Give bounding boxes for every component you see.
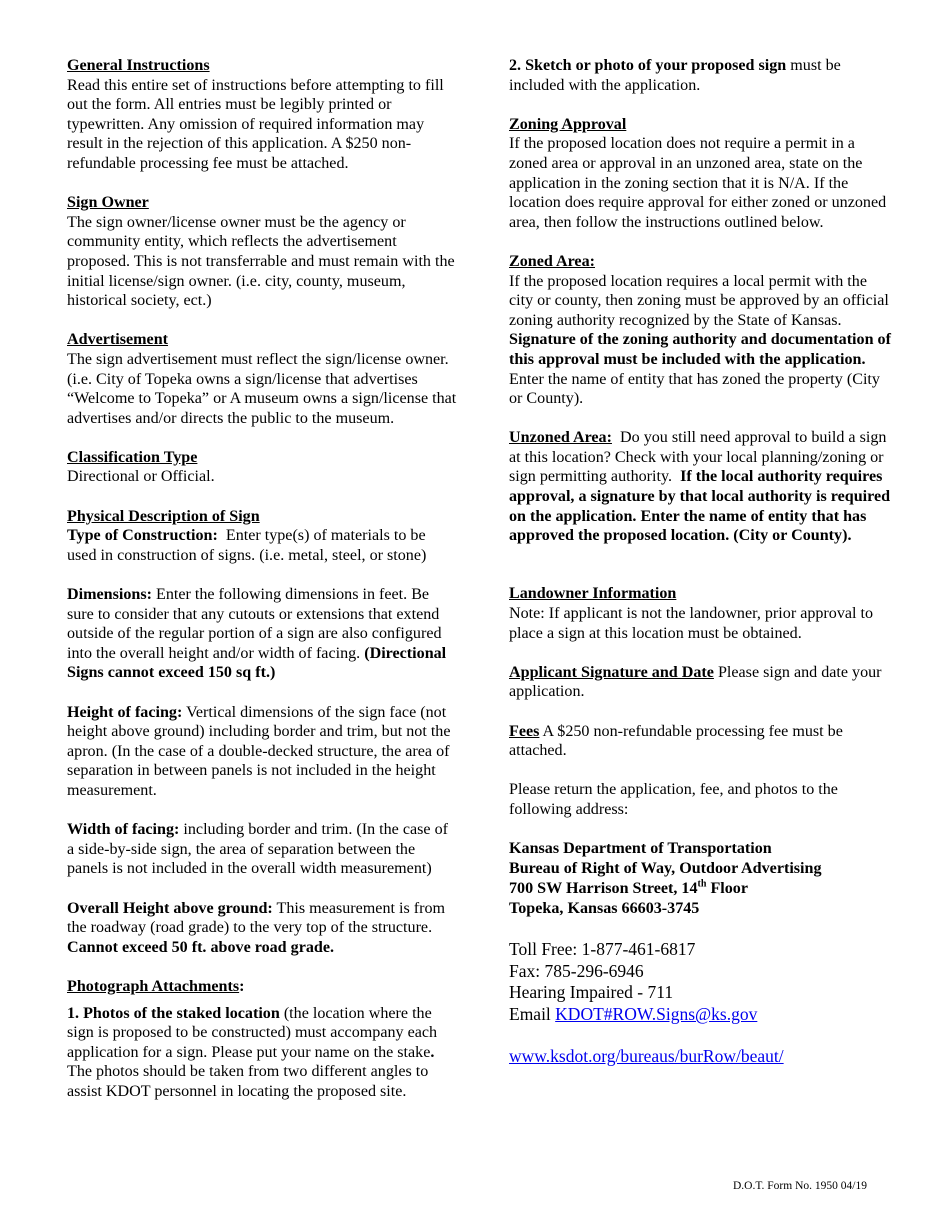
zoned-area-heading: Zoned Area: <box>509 252 595 270</box>
advertisement-text: The sign advertisement must reflect the sign/license owner. (i.e. City of Topeka owns a sign/license that advertises “Welcome to Topeka” or A museum owns a sign/license that advertises and/or directs the public to the museum. <box>67 350 457 427</box>
overall-height-label: Overall Height above ground: <box>67 899 273 917</box>
overall-height-text: This measurement is from the roadway (road grade) to the very top of the structure. <box>67 899 446 937</box>
right-column <box>509 56 895 1087</box>
photos-item1-text: (the location where the sign is proposed to be constructed) must accompany each application for a sign. Please put your name on the stake <box>67 1004 438 1061</box>
construction-text: Enter type(s) of materials to be used in construction of signs. (i.e. metal, steel, or stone) <box>67 527 427 564</box>
photos-item1-text2: The photos should be taken from two different angles to assist KDOT personnel in locating the proposed site. <box>67 1063 429 1100</box>
general-instructions-text: Read this entire set of instructions before attempting to fill out the form. All entries must be legibly printed or typewritten. Any omission of required information may result in the rejection of this application. A $250 non-refundable processing fee must be attached. <box>67 76 444 172</box>
return-instructions <box>509 780 895 819</box>
email-label: Email <box>509 1004 551 1025</box>
dimensions-section <box>67 585 459 683</box>
address-line-3-floor: Floor <box>710 880 748 898</box>
sign-owner-section <box>67 193 459 311</box>
form-number-footer: D.O.T. Form No. 1950 04/19 <box>733 1180 867 1192</box>
classification-heading: Classification Type <box>67 448 198 466</box>
zoning-approval-text: If the proposed location does not require a permit in a zoned area or approval in an unzoned area, state on the application in the zoning section that it is N/A. If the location does require approval for either zoned or unzoned area, then follow the instructions outlined below. <box>509 135 887 231</box>
advertisement-heading: Advertisement <box>67 331 169 349</box>
classification-section <box>67 448 459 487</box>
photos-item1-period: . <box>430 1043 435 1061</box>
dimensions-note: (Directional Signs cannot exceed 150 sq ft.) <box>67 644 447 682</box>
email-row <box>509 1004 895 1026</box>
fax-number: Fax: 785-296-6946 <box>509 960 644 981</box>
sign-owner-text: The sign owner/license owner must be the agency or community entity, which reflects the advertisement proposed. This is not transferrable and must remain with the initial license/sign owner. (i.e. city, county, museum, historical society, ect.) <box>67 213 455 310</box>
width-text: including border and trim. (In the case of a side-by-side sign, the area of separation between the panels is not included in the overall width measurement) <box>67 821 448 878</box>
zoned-area-text: If the proposed location requires a local permit with the city or county, then zoning must be approved by an official zoning authority recognized by the State of Kansas. <box>509 272 889 329</box>
general-instructions-section <box>67 56 459 174</box>
unzoned-area-text: Do you still need approval to build a sign at this location? Check with your local planning/zoning or sign permitting authority. <box>509 429 887 486</box>
photograph-heading-colon: : <box>239 977 245 995</box>
height-text: Vertical dimensions of the sign face (not height above ground) including border and trim, but not the apron. (In the case of a double-decked structure, the area of separation in between panels is not included in the height measurement. <box>67 703 451 799</box>
dimensions-text: Enter the following dimensions in feet. Be sure to consider that any cutouts or extensions that extend outside of the regular portion of a sign are also configured into the overall height and/or width of facing. <box>67 586 442 662</box>
zoned-area-bold: Signature of the zoning authority and documentation of this approval must be included with the application. <box>509 331 891 368</box>
photograph-attachments-heading: Photograph Attachments <box>67 977 240 995</box>
contact-info <box>509 939 895 1026</box>
landowner-heading: Landowner Information <box>509 585 677 603</box>
physical-description-heading: Physical Description of Sign <box>67 507 260 525</box>
fees-heading: Fees <box>509 722 540 740</box>
address-line-4: Topeka, Kansas 66603-3745 <box>509 900 700 918</box>
sign-owner-heading: Sign Owner <box>67 194 149 212</box>
address-line-3 <box>509 879 895 899</box>
applicant-signature-heading: Applicant Signature and Date <box>509 663 714 681</box>
construction-label: Type of Construction: <box>67 527 218 545</box>
toll-free-number: Toll Free: 1-877-461-6817 <box>509 938 696 959</box>
overall-height-section <box>67 899 459 958</box>
landowner-section <box>509 584 895 643</box>
width-label: Width of facing: <box>67 821 180 839</box>
fees-section <box>509 722 895 761</box>
spacer <box>509 565 895 584</box>
address-line-1: Kansas Department of Transportation <box>509 840 772 858</box>
height-label: Height of facing: <box>67 703 183 721</box>
address-line-3-street: 700 SW Harrison Street, 14 <box>509 880 698 898</box>
sketch-label: 2. Sketch or photo of your proposed sign <box>509 57 787 74</box>
website-row <box>509 1046 895 1068</box>
photos-item1-label: 1. Photos of the staked location <box>67 1004 280 1022</box>
general-instructions-heading: General Instructions <box>67 57 210 74</box>
applicant-signature-text: Please sign and date your application. <box>509 663 882 701</box>
zoning-approval-heading: Zoning Approval <box>509 115 627 133</box>
address-line-3-sup: th <box>697 878 707 890</box>
address-line-2: Bureau of Right of Way, Outdoor Advertising <box>509 860 822 878</box>
unzoned-area-section <box>509 428 895 546</box>
height-of-facing-section <box>67 703 459 801</box>
dimensions-label: Dimensions: <box>67 586 152 604</box>
website-link[interactable]: www.ksdot.org/bureaus/burRow/beaut/ <box>509 1045 784 1066</box>
classification-text: Directional or Official. <box>67 468 215 486</box>
width-of-facing-section <box>67 820 459 879</box>
applicant-signature-section <box>509 663 895 702</box>
zoned-area-text2: Enter the name of entity that has zoned the property (City or County). <box>509 370 880 408</box>
return-text: Please return the application, fee, and photos to the following address: <box>509 781 838 818</box>
fees-text: A $250 non-refundable processing fee must be attached. <box>509 722 843 760</box>
zoning-approval-section <box>509 115 895 233</box>
mailing-address <box>509 839 895 919</box>
advertisement-section <box>67 330 459 428</box>
physical-description-section <box>67 507 459 566</box>
unzoned-area-heading: Unzoned Area: <box>509 429 612 447</box>
left-column <box>67 56 459 1121</box>
zoned-area-section <box>509 252 895 409</box>
photograph-attachments-section <box>67 977 459 1102</box>
overall-height-note: Cannot exceed 50 ft. above road grade. <box>67 938 335 956</box>
landowner-text: Note: If applicant is not the landowner, prior approval to place a sign at this location must be obtained. <box>509 605 874 642</box>
email-link[interactable]: KDOT#ROW.Signs@ks.gov <box>555 1004 758 1025</box>
sketch-section <box>509 56 895 95</box>
sketch-text: must be included with the application. <box>509 57 841 94</box>
hearing-impaired-number: Hearing Impaired - 711 <box>509 982 674 1003</box>
unzoned-area-bold: If the local authority requires approval, a signature by that local authority is required on the application. Enter the name of entity that has approved the proposed location. (City or County). <box>509 468 891 545</box>
